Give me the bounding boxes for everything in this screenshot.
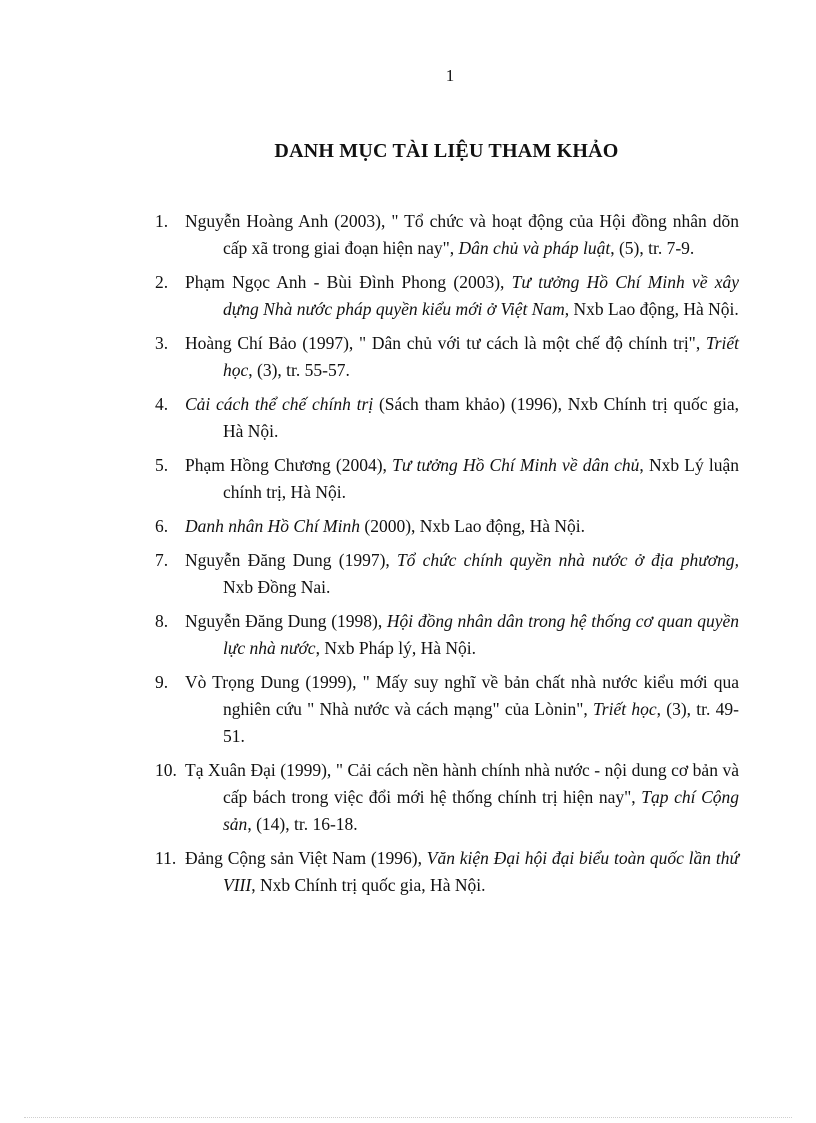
reference-number: 6. xyxy=(155,516,169,536)
reference-text: Nguyễn Hoàng Anh (2003), " Tổ chức và hoạt động của Hội đồng nhân dõn cấp xã trong giai đoạn hiện nay", xyxy=(185,211,739,258)
reference-number: 1. xyxy=(155,211,169,231)
reference-item xyxy=(155,513,739,540)
reference-item xyxy=(155,452,739,506)
reference-number: 4. xyxy=(155,394,169,414)
page-bottom-divider xyxy=(24,1117,792,1118)
reference-text: Nguyễn Đăng Dung (1997), xyxy=(185,550,397,570)
reference-number: 11. xyxy=(155,848,177,868)
reference-item xyxy=(155,208,739,262)
reference-number: 7. xyxy=(155,550,169,570)
reference-details: , Nxb Chính trị quốc gia, Hà Nội. xyxy=(251,875,486,895)
reference-item xyxy=(155,757,739,838)
reference-title: Hội đồng nhân dân trong hệ thống cơ quan quyền lực nhà nước xyxy=(223,611,740,658)
reference-item xyxy=(155,330,739,384)
reference-number: 8. xyxy=(155,611,169,631)
reference-item xyxy=(155,269,739,323)
reference-title: Cải cách thể chế chính trị xyxy=(185,394,374,414)
reference-details: , (3), tr. 55-57. xyxy=(248,360,350,380)
reference-text: Tạ Xuân Đại (1999), " Cải cách nền hành chính nhà nước - nội dung cơ bản và cấp bách trong việc đổi mới hệ thống chính trị hiện nay", xyxy=(185,760,739,807)
reference-title: Triết học xyxy=(593,699,657,719)
reference-text: Phạm Hồng Chương (2004), xyxy=(185,455,393,475)
reference-item xyxy=(155,391,739,445)
reference-item xyxy=(155,845,739,899)
reference-details: , Nxb Pháp lý, Hà Nội. xyxy=(315,638,476,658)
reference-details: , Nxb Lao động, Hà Nội. xyxy=(564,299,739,319)
reference-details: Nxb Đồng Nai. xyxy=(223,577,331,597)
reference-number: 3. xyxy=(155,333,169,353)
page-number: 1 xyxy=(445,66,455,85)
reference-title: Danh nhân Hồ Chí Minh xyxy=(185,516,360,536)
reference-details: (2000), Nxb Lao động, Hà Nội. xyxy=(360,516,586,536)
reference-text: Đảng Cộng sản Việt Nam (1996), xyxy=(185,848,427,868)
reference-details: (Sách tham khảo) (1996), Nxb Chính trị quốc gia, Hà Nội. xyxy=(223,394,739,441)
reference-title: Tạp chí Cộng sản xyxy=(223,787,739,834)
reference-text: Hoàng Chí Bảo (1997), " Dân chủ với tư cách là một chế độ chính trị", xyxy=(185,333,706,353)
reference-text: Nguyễn Đăng Dung (1998), xyxy=(185,611,387,631)
reference-title: Văn kiện Đại hội đại biểu toàn quốc lần thứ VIII xyxy=(223,848,740,895)
reference-number: 9. xyxy=(155,672,169,692)
reference-title: Tổ chức chính quyền nhà nước ở địa phương, xyxy=(396,550,739,570)
reference-title: Tư tưởng Hồ Chí Minh về dân chủ xyxy=(392,455,640,475)
reference-details: , Nxb Lý luận chính trị, Hà Nội. xyxy=(223,455,739,502)
reference-title: Triết học xyxy=(223,333,739,380)
reference-details: , (14), tr. 16-18. xyxy=(247,814,358,834)
page-title: DANH MỤC TÀI LIỆU THAM KHẢO xyxy=(274,140,619,162)
reference-number: 2. xyxy=(155,272,169,292)
reference-list xyxy=(155,208,739,906)
reference-title: Tư tưởng Hồ Chí Minh về xây dựng Nhà nước pháp quyền kiểu mới ở Việt Nam xyxy=(223,272,739,319)
reference-details: , (5), tr. 7-9. xyxy=(610,238,695,258)
reference-title: Dân chủ và pháp luật xyxy=(458,238,611,258)
reference-item xyxy=(155,669,739,750)
reference-item xyxy=(155,608,739,662)
reference-number: 10. xyxy=(155,760,177,780)
reference-number: 5. xyxy=(155,455,169,475)
reference-text: Vò Trọng Dung (1999), " Mấy suy nghĩ về bản chất nhà nước kiểu mới qua nghiên cứu " Nhà nước và cách mạng" của Lònin", xyxy=(185,672,739,719)
reference-item xyxy=(155,547,739,601)
reference-details: , (3), tr. 49-51. xyxy=(223,699,739,746)
reference-text: Phạm Ngọc Anh - Bùi Đình Phong (2003), xyxy=(185,272,512,292)
